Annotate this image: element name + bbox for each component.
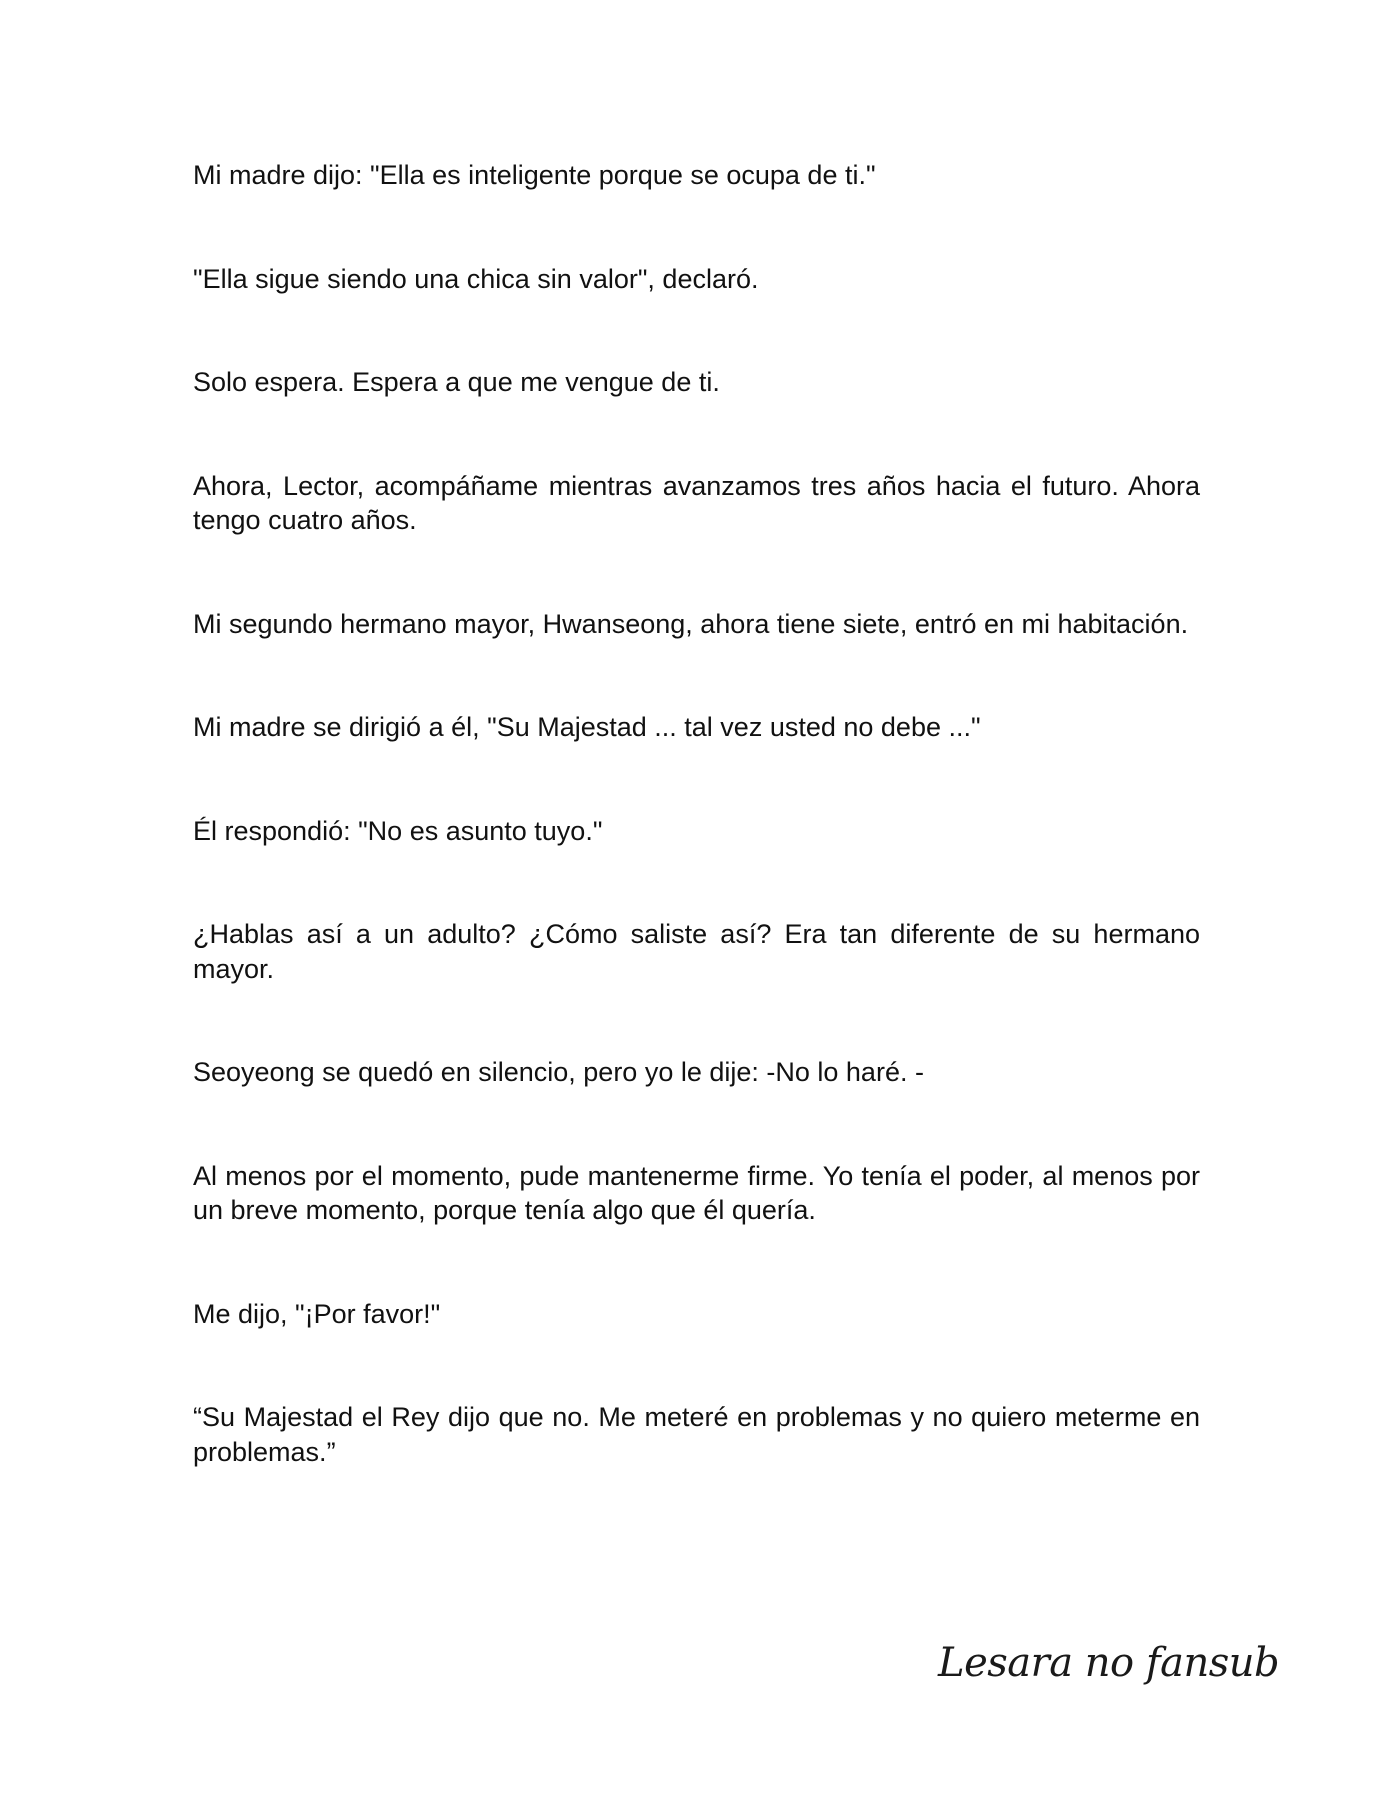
paragraph-spacer	[193, 538, 1200, 607]
paragraph-11: Me dijo, "¡Por favor!"	[193, 1298, 441, 1329]
paragraph-spacer	[193, 745, 1200, 814]
paragraph-spacer	[193, 986, 1200, 1055]
paragraph-12: “Su Majestad el Rey dijo que no. Me meteré en problemas y no quiero meterme en problemas.”	[193, 1402, 1200, 1467]
paragraph-4: Ahora, Lector, acompáñame mientras avanzamos tres años hacia el futuro. Ahora tengo cuatro años.	[193, 470, 1200, 535]
paragraph-spacer	[193, 193, 1200, 262]
paragraph-spacer	[193, 848, 1200, 917]
paragraph-spacer	[193, 1228, 1200, 1297]
paragraph-spacer	[193, 1090, 1200, 1159]
paragraph-spacer	[193, 296, 1200, 365]
document-body	[193, 158, 1200, 1469]
signature-text: Lesara no fansub	[938, 1640, 1280, 1686]
paragraph-spacer	[193, 641, 1200, 710]
signature-watermark	[938, 1640, 1280, 1700]
paragraph-7: Él respondió: "No es asunto tuyo."	[193, 815, 603, 846]
paragraph-10: Al menos por el momento, pude mantenerme firme. Yo tenía el poder, al menos por un breve momento, porque tenía algo que él quería.	[193, 1160, 1200, 1225]
paragraph-6: Mi madre se dirigió a él, "Su Majestad ... tal vez usted no debe ..."	[193, 712, 981, 742]
paragraph-5: Mi segundo hermano mayor, Hwanseong, ahora tiene siete, entró en mi habitación.	[193, 608, 1189, 639]
paragraph-spacer	[193, 1331, 1200, 1400]
paragraph-8: ¿Hablas así a un adulto? ¿Cómo saliste así? Era tan diferente de su hermano mayor.	[193, 919, 1200, 984]
paragraph-9: Seoyeong se quedó en silencio, pero yo le dije: -No lo haré. -	[193, 1057, 924, 1087]
paragraph-3: Solo espera. Espera a que me vengue de ti.	[193, 367, 720, 397]
paragraph-1: Mi madre dijo: "Ella es inteligente porque se ocupa de ti."	[193, 160, 876, 190]
paragraph-2: "Ella sigue siendo una chica sin valor", declaró.	[193, 263, 759, 294]
paragraph-spacer	[193, 400, 1200, 469]
